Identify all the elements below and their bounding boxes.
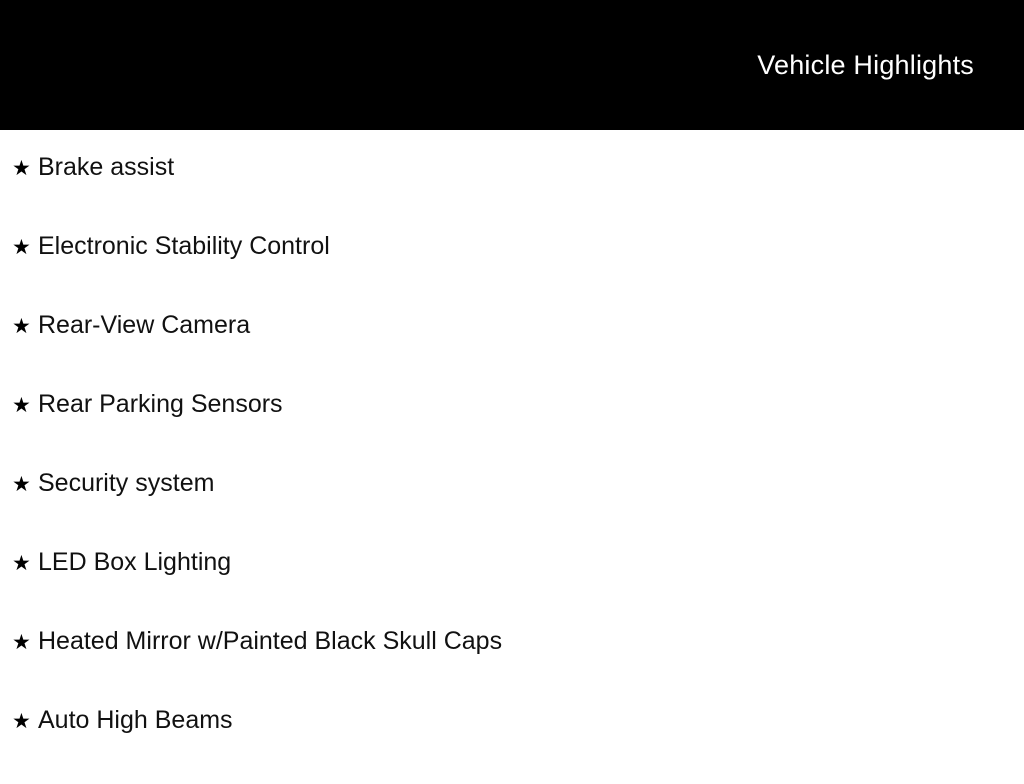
list-item	[0, 310, 1024, 389]
star-icon: ★	[12, 157, 31, 180]
star-icon: ★	[12, 710, 31, 733]
list-item	[0, 468, 1024, 547]
highlight-label: Auto High Beams	[38, 706, 233, 734]
list-item	[0, 547, 1024, 626]
list-item	[0, 231, 1024, 310]
list-item	[0, 705, 1024, 784]
star-icon: ★	[12, 394, 31, 417]
vehicle-highlights-list	[0, 130, 1024, 784]
highlight-label: Security system	[38, 469, 215, 497]
highlight-label: Brake assist	[38, 153, 175, 181]
highlight-label: Heated Mirror w/Painted Black Skull Caps	[38, 627, 503, 655]
header-bar	[0, 0, 1024, 130]
page-title: Vehicle Highlights	[757, 49, 974, 80]
list-item	[0, 626, 1024, 705]
highlight-label: Rear Parking Sensors	[38, 390, 283, 418]
highlight-label: Electronic Stability Control	[38, 232, 330, 260]
star-icon: ★	[12, 473, 31, 496]
star-icon: ★	[12, 552, 31, 575]
highlight-label: LED Box Lighting	[38, 548, 232, 576]
star-icon: ★	[12, 315, 31, 338]
list-item	[0, 152, 1024, 231]
star-icon: ★	[12, 236, 31, 259]
star-icon: ★	[12, 631, 31, 654]
highlight-label: Rear-View Camera	[38, 311, 251, 339]
list-item	[0, 389, 1024, 468]
